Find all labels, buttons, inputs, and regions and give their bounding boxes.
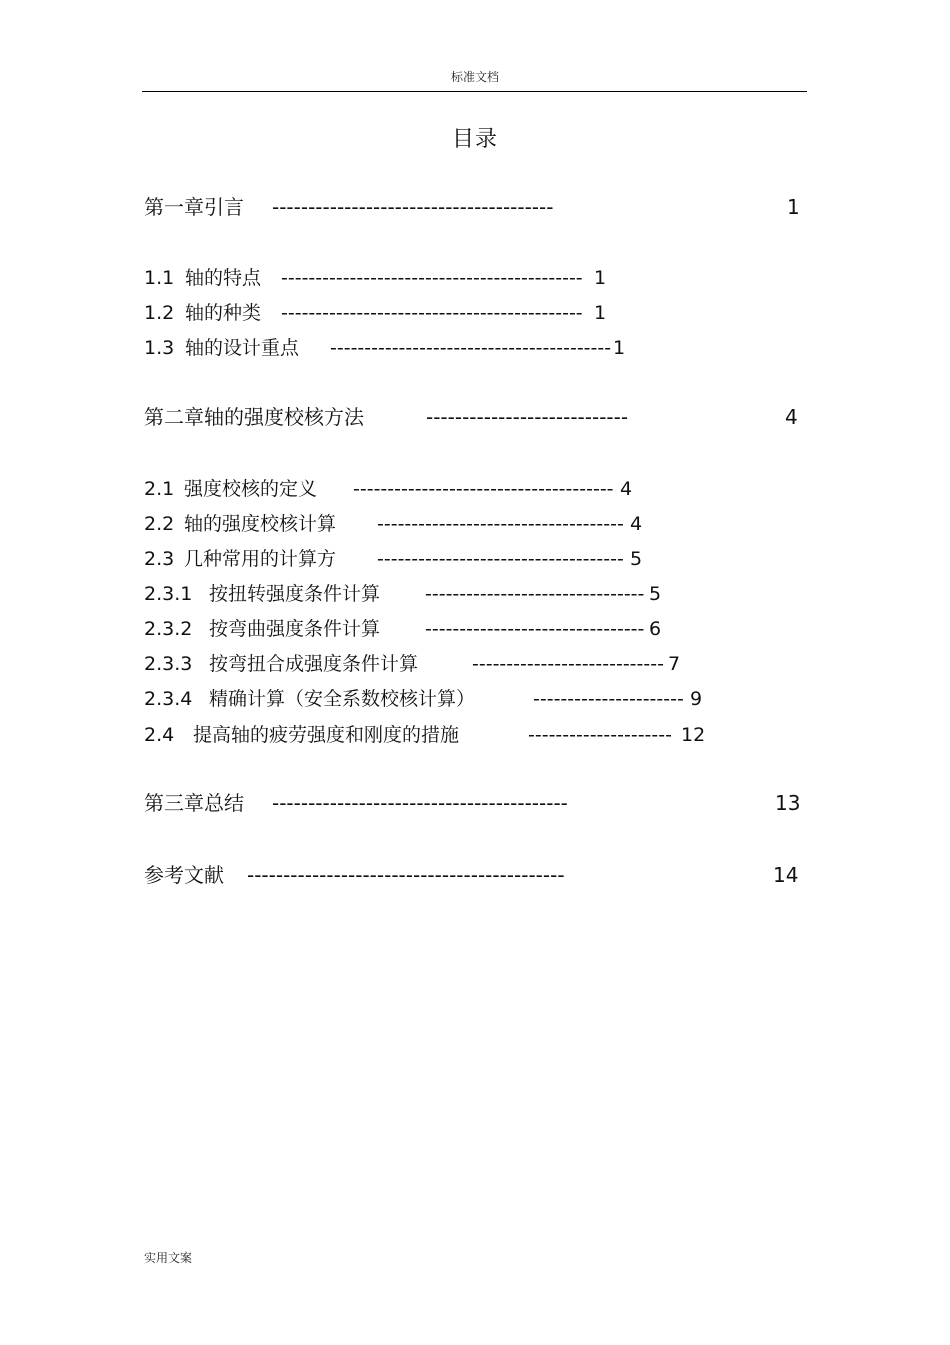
toc-entry-number: 2.3.2 (144, 618, 193, 640)
toc-entry-number: 2.4 (144, 724, 175, 746)
toc-entry-label: 第二章轴的强度校核方法 (144, 405, 364, 429)
toc-entry-page: 9 (690, 688, 703, 710)
toc-entry-label: 按扭转强度条件计算 (209, 583, 381, 605)
toc-entry-label: 参考文献 (144, 863, 224, 887)
toc-entry-leader: ---------------------------- (426, 405, 629, 429)
toc-entry-page: 12 (681, 724, 706, 746)
toc-entry-page: 4 (620, 478, 633, 500)
toc-entry-references[interactable] (144, 860, 804, 890)
toc-entry-leader: -------------------------------------------- (281, 302, 583, 324)
toc-entry-page: 1 (594, 267, 607, 289)
toc-entry-chapter-3[interactable] (144, 788, 804, 818)
toc-entry-page: 1 (594, 302, 607, 324)
toc-entry-number: 2.3.3 (144, 653, 193, 675)
toc-entry-number: 1.1 (144, 267, 175, 289)
toc-entry-label: 轴的特点 (185, 267, 262, 289)
toc-entry-leader: ------------------------------------ (377, 548, 624, 570)
toc-entry-leader: ---------------------------- (472, 653, 664, 675)
toc-entry-label: 第三章总结 (144, 791, 244, 815)
toc-entry-leader: -------------------------------------- (353, 478, 614, 500)
toc-entry-page: 7 (668, 653, 681, 675)
toc-entry-label: 强度校核的定义 (184, 478, 318, 500)
toc-entry-page: 4 (630, 513, 643, 535)
toc-entry-page: 6 (649, 618, 662, 640)
toc-entry-number: 1.3 (144, 337, 175, 359)
toc-entry-number: 1.2 (144, 302, 175, 324)
toc-entry-chapter-2[interactable] (144, 402, 804, 432)
toc-entry-number: 2.3 (144, 548, 175, 570)
toc-entry-chapter-1[interactable] (144, 192, 804, 222)
toc-entry-page: 1 (787, 195, 800, 219)
toc-entry-page: 5 (630, 548, 643, 570)
toc-entry-leader: --------------------------------------- (272, 195, 554, 219)
toc-entry-number: 2.1 (144, 478, 175, 500)
toc-entry-leader: ------------------------------------ (377, 513, 624, 535)
toc-entry-label: 按弯扭合成强度条件计算 (209, 653, 419, 675)
toc-entry-page: 14 (773, 863, 799, 887)
toc-entry-label: 几种常用的计算方 (184, 548, 337, 570)
toc-title: 目录 (451, 127, 498, 152)
toc-entry-page: 1 (613, 337, 626, 359)
toc-entry-leader: -------------------------------- (425, 583, 645, 605)
toc-entry-page: 5 (649, 583, 662, 605)
toc-entry-label: 轴的种类 (185, 302, 262, 324)
toc-entry-leader: -------------------------------------------- (247, 863, 565, 887)
toc-entry-leader: ----------------------------------------- (330, 337, 612, 359)
toc-entry-label: 提高轴的疲劳强度和刚度的措施 (193, 724, 460, 746)
toc-entry-label: 轴的强度校核计算 (184, 513, 337, 535)
toc-entry-page: 4 (785, 405, 798, 429)
toc-entry-label: 第一章引言 (144, 195, 244, 219)
toc-entry-leader: -------------------------------------------- (281, 267, 583, 289)
page-footer: 实用文案 (144, 1251, 193, 1265)
toc-entry-label: 精确计算（安全系数校核计算） (209, 688, 476, 710)
header-rule (142, 91, 807, 92)
page-header: 标准文档 (450, 70, 499, 84)
toc-entry-leader: --------------------- (528, 724, 672, 746)
toc-entry-leader: -------------------------------- (425, 618, 645, 640)
toc-entry-leader: ----------------------------------------- (272, 791, 568, 815)
toc-entry-label: 按弯曲强度条件计算 (209, 618, 381, 640)
toc-entry-number: 2.3.4 (144, 688, 193, 710)
toc-entry-number: 2.3.1 (144, 583, 193, 605)
toc-entry-number: 2.2 (144, 513, 175, 535)
toc-entry-page: 13 (775, 791, 801, 815)
toc-entry-label: 轴的设计重点 (185, 337, 300, 359)
toc-entry-leader: ---------------------- (533, 688, 684, 710)
